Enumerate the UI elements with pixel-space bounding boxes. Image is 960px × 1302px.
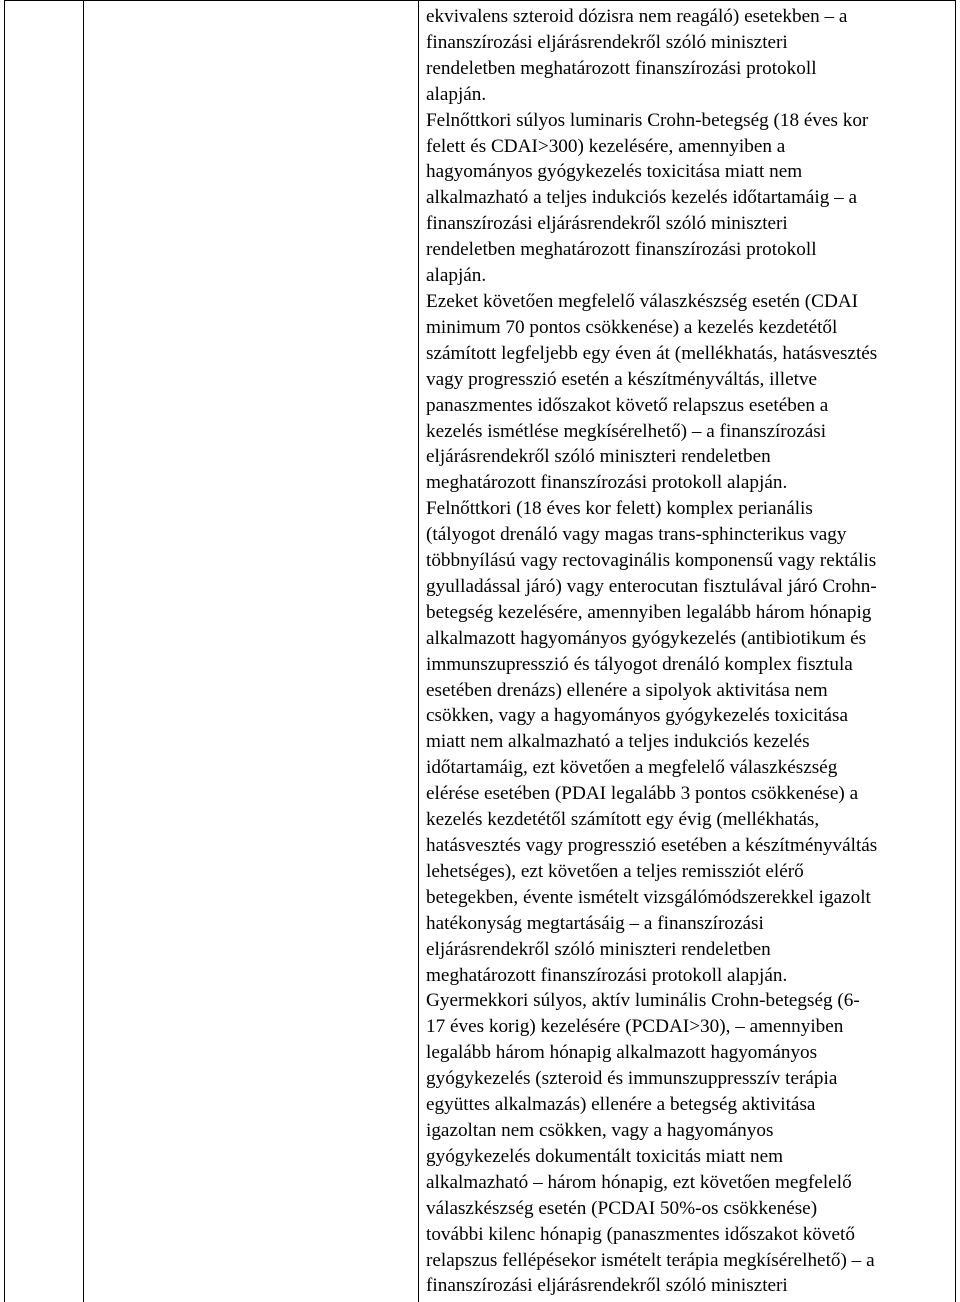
text-line: alkalmazható a teljes indukciós kezelés időtartamáig – a bbox=[426, 187, 858, 209]
text-line: relapszus fellépésekor ismételt terápia megkísérelhető) – a bbox=[426, 1249, 875, 1271]
text-line: igazoltan nem csökken, vagy a hagyományos bbox=[426, 1119, 774, 1141]
text-line: meghatározott finanszírozási protokoll alapján. bbox=[426, 472, 788, 494]
text-line: meghatározott finanszírozási protokoll alapján. bbox=[426, 964, 788, 986]
text-paragraph bbox=[426, 988, 956, 1299]
text-line: miatt nem alkalmazható a teljes indukciós kezelés bbox=[426, 731, 810, 753]
indication-text-cell bbox=[426, 4, 956, 1299]
text-line: alkalmazott hagyományos gyógykezelés (antibiotikum és bbox=[426, 627, 867, 649]
text-line: hatékonyság megtartásáig – a finanszírozási bbox=[426, 912, 764, 934]
text-line: Felnőttkori súlyos luminaris Crohn-betegség (18 éves kor bbox=[426, 109, 869, 131]
text-line: többnyílású vagy rectovaginális komponensű vagy rektális bbox=[426, 550, 877, 572]
text-line: minimum 70 pontos csökkenése) a kezelés kezdetétől bbox=[426, 316, 838, 338]
text-line: gyógykezelés dokumentált toxicitás miatt nem bbox=[426, 1145, 784, 1167]
text-paragraph bbox=[426, 289, 956, 496]
text-line: gyógykezelés (szteroid és immunszuppresszív terápia bbox=[426, 1068, 838, 1090]
text-line: lehetséges), ezt követően a teljes remissziót elérő bbox=[426, 860, 804, 882]
text-line: finanszírozási eljárásrendekről szóló miniszteri bbox=[426, 213, 788, 235]
text-paragraph bbox=[426, 108, 956, 289]
text-line: vagy progresszió esetén a készítményváltás, illetve bbox=[426, 368, 818, 390]
text-line: csökken, vagy a hagyományos gyógykezelés toxicitása bbox=[426, 705, 849, 727]
text-line: ekvivalens szteroid dózisra nem reagáló) esetekben – a bbox=[426, 6, 848, 27]
text-line: panaszmentes időszakot követő relapszus esetében a bbox=[426, 394, 829, 416]
text-line: alapján. bbox=[426, 83, 487, 105]
text-line: kezelés ismétlése megkísérelhető) – a finanszírozási bbox=[426, 420, 827, 442]
text-line: (tályogot drenáló vagy magas trans-sphincterikus vagy bbox=[426, 524, 847, 546]
text-line: felett és CDAI>300) kezelésére, amennyiben a bbox=[426, 135, 786, 157]
table-left-border bbox=[4, 0, 5, 1302]
text-line: betegekben, évente ismételt vizsgálómódszerekkel igazolt bbox=[426, 886, 871, 908]
text-line: eljárásrendekről szóló miniszteri rendeletben bbox=[426, 446, 771, 468]
text-line: hagyományos gyógykezelés toxicitása miatt nem bbox=[426, 161, 803, 183]
text-paragraph bbox=[426, 4, 956, 108]
text-line: Ezeket követően megfelelő válaszkészség esetén (CDAI bbox=[426, 290, 859, 312]
text-line: alapján. bbox=[426, 265, 487, 287]
text-line: válaszkészség esetén (PCDAI 50%-os csökkenése) bbox=[426, 1197, 818, 1219]
text-line: gyulladással járó) vagy enterocutan fisztulával járó Crohn- bbox=[426, 575, 877, 597]
text-line: Felnőttkori (18 éves kor felett) komplex perianális bbox=[426, 498, 813, 520]
table-top-border bbox=[4, 0, 955, 1]
text-line: immunszupresszió és tályogot drenáló komplex fisztula bbox=[426, 653, 853, 675]
text-line: esetében drenázs) ellenére a sipolyok aktivitása nem bbox=[426, 679, 828, 701]
text-line: kezelés kezdetétől számított egy évig (mellékhatás, bbox=[426, 809, 820, 831]
text-line: rendeletben meghatározott finanszírozási protokoll bbox=[426, 239, 817, 261]
text-line: rendeletben meghatározott finanszírozási protokoll bbox=[426, 57, 817, 79]
column-divider-1 bbox=[83, 0, 84, 1302]
text-line: elérése esetében (PDAI legalább 3 pontos csökkenése) a bbox=[426, 783, 859, 805]
column-divider-2 bbox=[418, 0, 419, 1302]
text-line: számított legfeljebb egy éven át (mellékhatás, hatásvesztés bbox=[426, 342, 878, 364]
text-line: együttes alkalmazás) ellenére a betegség aktivitása bbox=[426, 1094, 816, 1116]
text-line: időtartamáig, ezt követően a megfelelő válaszkészség bbox=[426, 757, 838, 779]
text-line: legalább három hónapig alkalmazott hagyományos bbox=[426, 1042, 818, 1064]
text-line: hatásvesztés vagy progresszió esetében a készítményváltás bbox=[426, 835, 878, 856]
text-line: finanszírozási eljárásrendekről szóló miniszteri bbox=[426, 1275, 788, 1297]
text-line: eljárásrendekről szóló miniszteri rendeletben bbox=[426, 938, 771, 960]
text-line: finanszírozási eljárásrendekről szóló miniszteri bbox=[426, 31, 788, 53]
text-line: további kilenc hónapig (panaszmentes időszakot követő bbox=[426, 1223, 855, 1245]
text-line: 17 éves korig) kezelésére (PCDAI>30), – amennyiben bbox=[426, 1016, 844, 1038]
text-line: Gyermekkori súlyos, aktív luminális Crohn-betegség (6- bbox=[426, 990, 860, 1012]
text-line: alkalmazható – három hónapig, ezt követően megfelelő bbox=[426, 1171, 852, 1193]
text-paragraph bbox=[426, 496, 956, 988]
text-line: betegség kezelésére, amennyiben legalább három hónapig bbox=[426, 601, 872, 623]
